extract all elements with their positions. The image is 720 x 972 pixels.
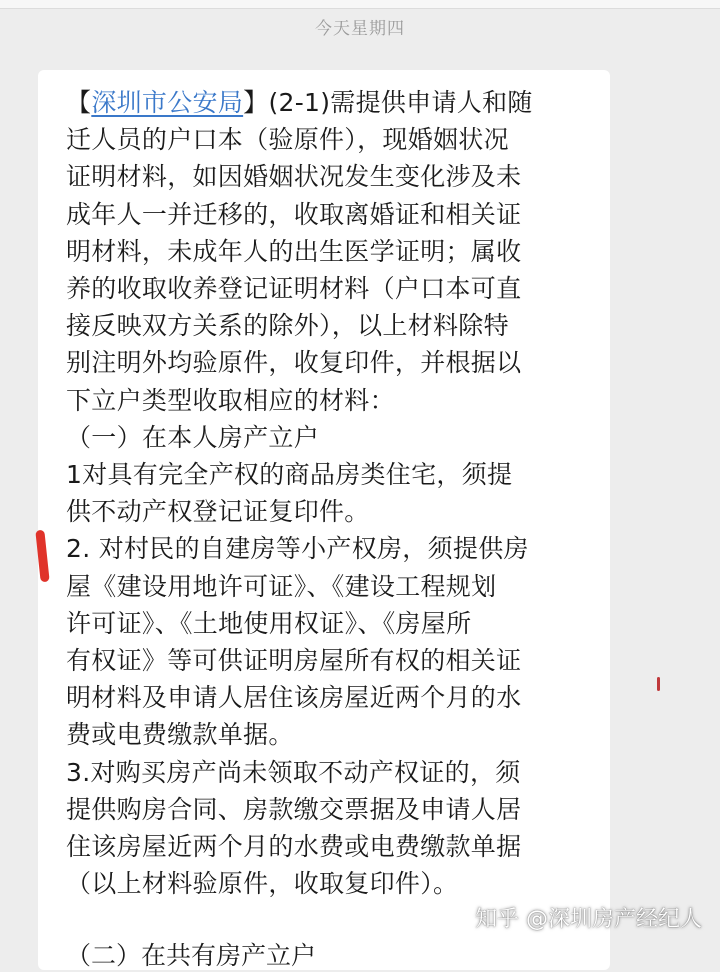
message-line: 费或电费缴款单据。 xyxy=(66,720,294,750)
message-line: 迁人员的户口本（验原件），现婚姻状况 xyxy=(66,125,509,155)
message-text xyxy=(66,84,586,902)
bracket-close: 】 xyxy=(243,88,269,117)
date-timestamp: 今天星期四 xyxy=(315,19,405,39)
message-line: 下立户类型收取相应的材料： xyxy=(66,385,395,415)
message-line-first xyxy=(66,84,586,121)
message-line: 许可证》、《土地使用权证》、《房屋所 xyxy=(66,608,472,638)
sender-link[interactable]: 深圳市公安局 xyxy=(91,88,244,117)
message-line: 3.对购买房产尚未领取不动产权证的，须 xyxy=(66,757,521,787)
message-line: 有权证》等可供证明房屋所有权的相关证 xyxy=(66,646,522,676)
message-line: 屋《建设用地许可证》、《建设工程规划 xyxy=(66,571,497,601)
message-line: 供不动产权登记证复印件。 xyxy=(66,497,370,527)
message-line: 2. 对村民的自建房等小产权房，须提供房 xyxy=(66,534,529,564)
message-line: 证明材料，如因婚姻状况发生变化涉及未 xyxy=(66,162,522,192)
first-line-text: (2-1)需提供申请人和随 xyxy=(268,88,533,117)
message-line: 明材料及申请人居住该房屋近两个月的水 xyxy=(66,683,522,713)
message-line: 提供购房合同、房款缴交票据及申请人居 xyxy=(66,794,522,824)
message-line: 别注明外均验原件，收复印件，并根据以 xyxy=(66,348,522,378)
bracket-open: 【 xyxy=(66,88,92,117)
message-line-cutoff: （二）在共有房产立户 xyxy=(66,941,317,970)
message-line: 住该房屋近两个月的水费或电费缴款单据 xyxy=(66,832,522,862)
message-line: 养的收取收养登记证明材料（户口本可直 xyxy=(66,274,522,304)
top-status-strip xyxy=(0,0,720,9)
message-line: （以上材料验原件，收取复印件）。 xyxy=(66,869,459,899)
message-line: 成年人一并迁移的，收取离婚证和相关证 xyxy=(66,199,522,229)
message-line: 1对具有完全产权的商品房类住宅，须提 xyxy=(66,460,513,490)
zhihu-watermark: 知乎 @深圳房产经纪人 xyxy=(475,907,702,932)
red-speck-mark xyxy=(657,677,660,691)
message-line: 明材料，未成年人的出生医学证明；属收 xyxy=(66,236,522,266)
message-line: （一）在本人房产立户 xyxy=(66,422,320,452)
message-line: 接反映双方关系的除外），以上材料除特 xyxy=(66,311,509,341)
